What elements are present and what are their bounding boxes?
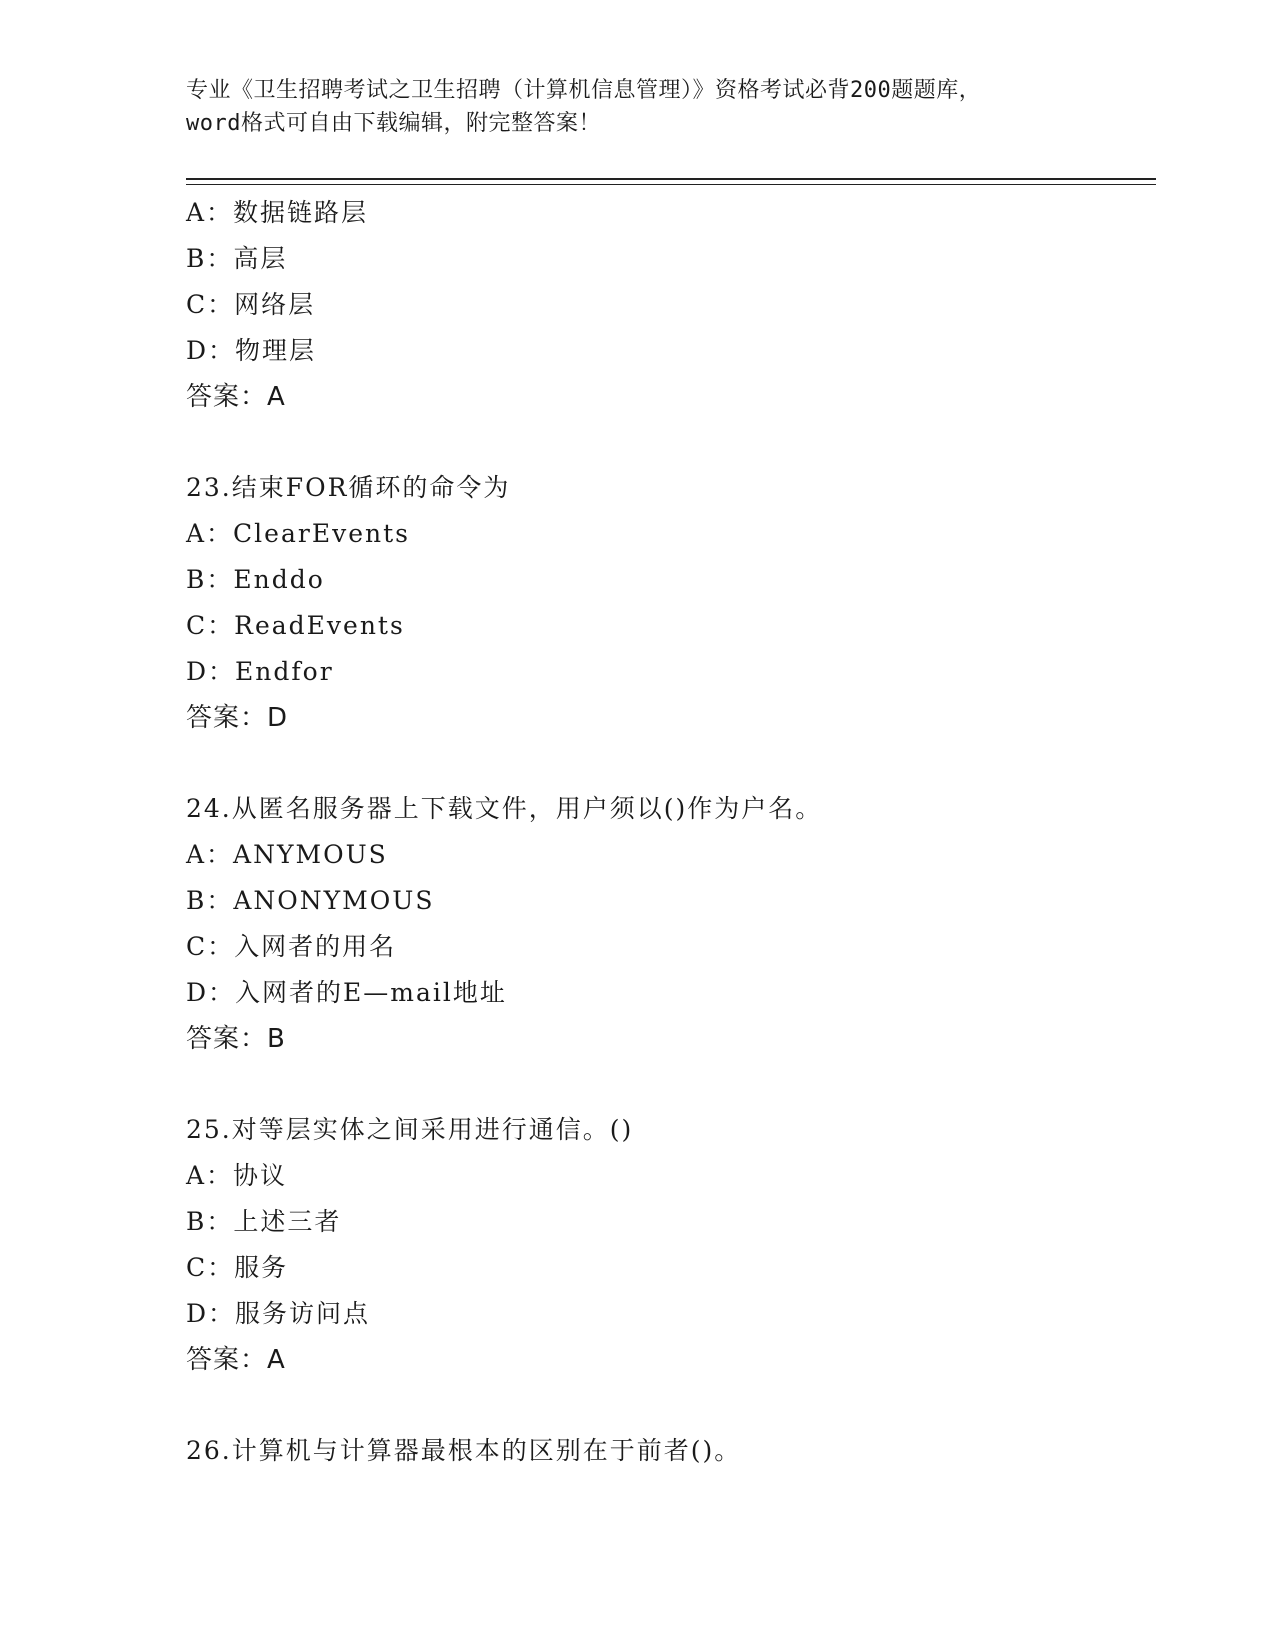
question-stem: 23.结束FOR循环的命令为 <box>186 473 511 502</box>
option-a: A：协议 <box>186 1161 288 1190</box>
header-line-2: word格式可自由下载编辑，附完整答案！ <box>186 111 601 136</box>
question-stem: 24.从匿名服务器上下载文件，用户须以()作为户名。 <box>186 794 823 823</box>
option-c: C：服务 <box>186 1253 289 1282</box>
option-d: D：Endfor <box>186 657 334 686</box>
option-d: D：物理层 <box>186 336 317 365</box>
question-25 <box>186 1107 1156 1383</box>
option-a: A：ClearEvents <box>186 519 410 548</box>
answer-line: 答案：D <box>186 703 289 733</box>
header-divider-thin <box>186 184 1156 185</box>
option-b: B：高层 <box>186 244 288 273</box>
header-line-1: 专业《卫生招聘考试之卫生招聘（计算机信息管理）》资格考试必背200题题库， <box>186 78 982 103</box>
question-stem: 25.对等层实体之间采用进行通信。() <box>186 1115 634 1144</box>
question-list <box>186 190 1156 1474</box>
option-a: A：数据链路层 <box>186 198 369 227</box>
header-divider-thick <box>186 178 1156 180</box>
question-stem: 26.计算机与计算器最根本的区别在于前者()。 <box>186 1436 742 1465</box>
answer-line: 答案：B <box>186 1024 286 1054</box>
option-b: B：ANONYMOUS <box>186 886 435 915</box>
question-26 <box>186 1428 1156 1474</box>
option-c: C：ReadEvents <box>186 611 405 640</box>
option-c: C：入网者的用名 <box>186 932 397 961</box>
answer-line: 答案：A <box>186 1345 286 1375</box>
option-a: A：ANYMOUS <box>186 840 388 869</box>
answer-line: 答案：A <box>186 382 286 412</box>
option-b: B：Enddo <box>186 565 325 594</box>
option-d: D：入网者的E—mail地址 <box>186 978 507 1007</box>
question-23 <box>186 465 1156 741</box>
option-b: B：上述三者 <box>186 1207 342 1236</box>
option-d: D：服务访问点 <box>186 1299 371 1328</box>
document-header <box>186 74 1086 140</box>
question-22-partial <box>186 190 1156 420</box>
option-c: C：网络层 <box>186 290 316 319</box>
question-24 <box>186 786 1156 1062</box>
